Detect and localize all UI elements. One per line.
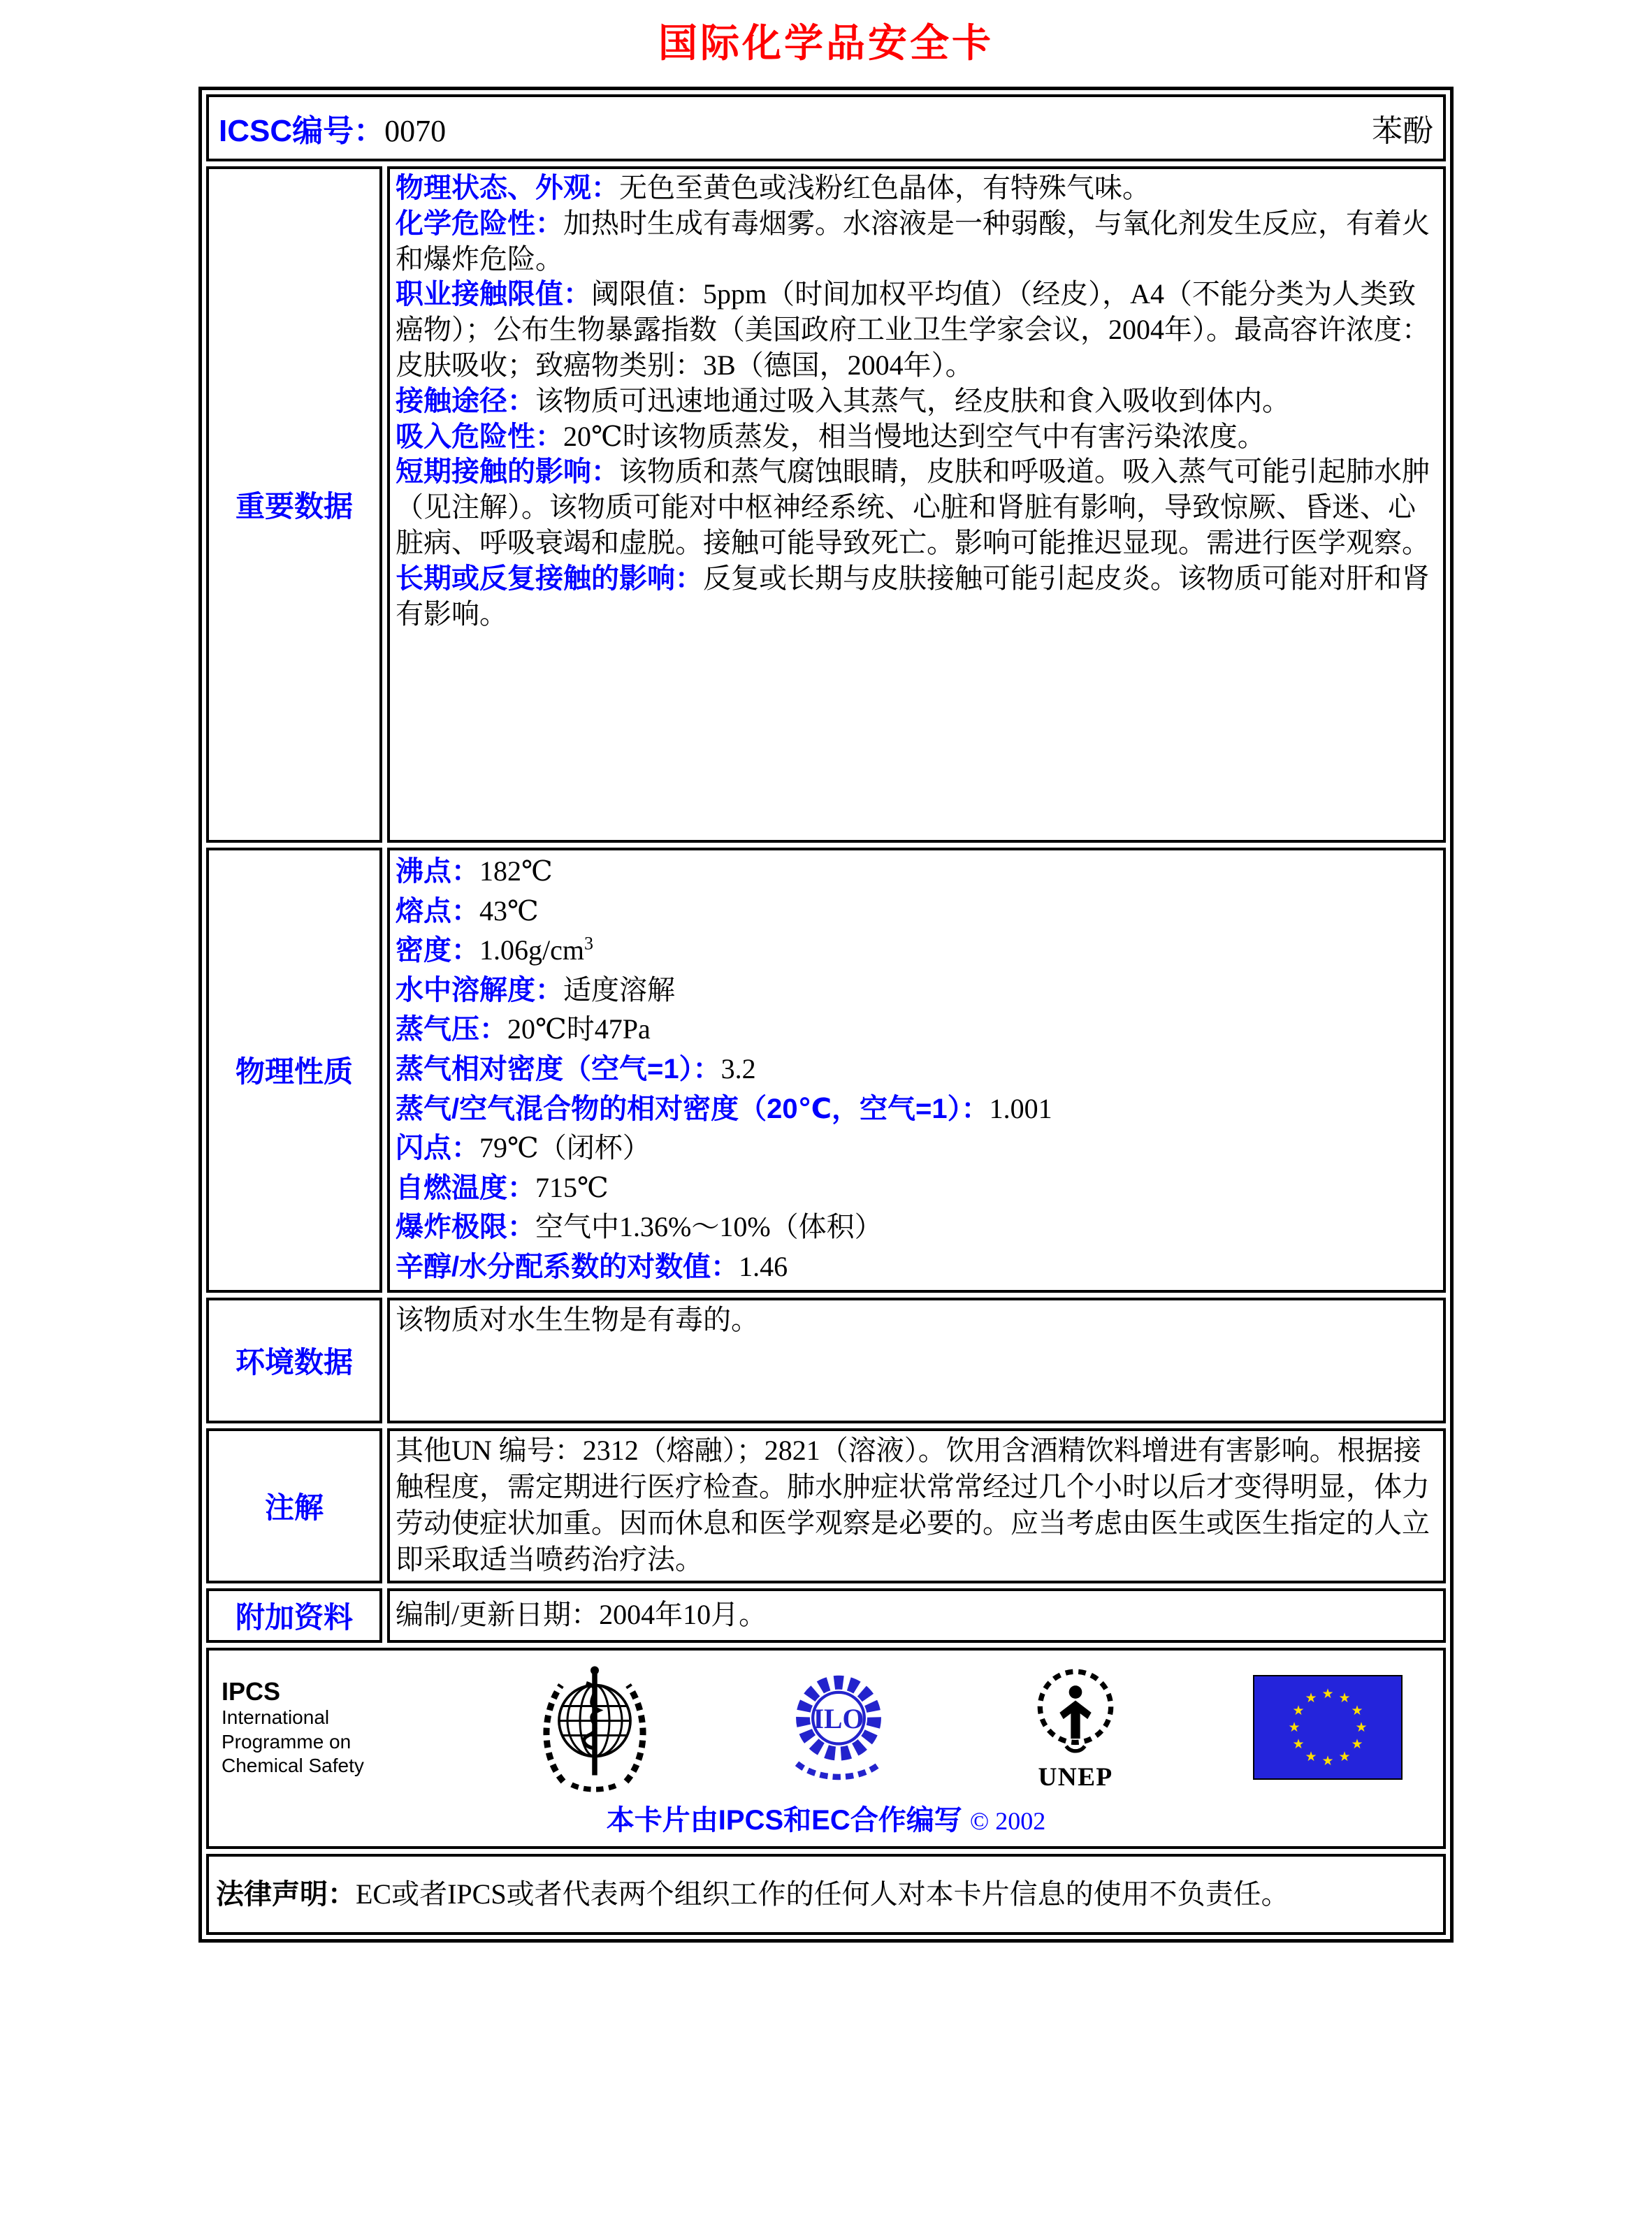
field-label: 水中溶解度： (396, 974, 563, 1006)
notes-text: 其他UN 编号：2312（熔融）；2821（溶液）。饮用含酒精饮料增进有害影响。根据接触程度，需定期进行医疗检查。肺水肿症状常常经过几个小时以后才变得明显，体力劳动使症状加重。因而休息和医学观察是必要的。应当考虑由医生或医生指定的人立即采取适当喷药治疗法。 (396, 1434, 1430, 1575)
chemical-name: 苯酚 (1372, 114, 1433, 148)
row-label-environmental-data: 环境数据 (206, 1298, 382, 1423)
unep-label: UNEP (1038, 1762, 1113, 1792)
labeled-text-line (396, 171, 1433, 206)
field-value: 1.46 (739, 1250, 788, 1282)
field-value: 无色至黄色或浅粉红色晶体，有特殊气味。 (619, 172, 1150, 203)
legal-text: EC或者IPCS或者代表两个组织工作的任何人对本卡片信息的使用不负责任。 (356, 1878, 1289, 1910)
row-label-important-data: 重要数据 (206, 166, 382, 843)
legal-cell (206, 1854, 1446, 1935)
field-value: 阈限值：5ppm（时间加权平均值）（经皮），A4（不能分类为人类致癌物）；公布生物暴露指数（美国政府工业卫生学家会议，2004年）。最高容许浓度：皮肤吸收；致癌物类别：3B（德国，2004年）。 (396, 278, 1430, 381)
svg-text:★: ★ (1305, 1749, 1317, 1765)
credit-text: 本卡片由IPCS和EC合作编写 (606, 1804, 962, 1836)
credit-line (222, 1798, 1430, 1841)
legal-statement (216, 1876, 1289, 1913)
labeled-text-line (396, 1010, 1433, 1050)
logos-strip (222, 1657, 1430, 1798)
field-value: 182℃ (479, 855, 553, 887)
field-label: 长期或反复接触的影响： (396, 563, 703, 594)
field-value: 20℃时该物质蒸发，相当慢地达到空气中有害污染浓度。 (563, 420, 1266, 452)
labeled-text-line (396, 852, 1433, 892)
row-label-physical-properties: 物理性质 (206, 848, 382, 1293)
row-label-notes: 注解 (206, 1428, 382, 1583)
svg-text:★: ★ (1292, 1736, 1305, 1753)
svg-text:★: ★ (1321, 1686, 1334, 1702)
field-value: 43℃ (479, 894, 539, 927)
labeled-text-line (396, 931, 1433, 971)
labeled-text-line (396, 1247, 1433, 1287)
icsc-number: 0070 (384, 114, 447, 148)
safety-card-table (198, 87, 1454, 1943)
field-value: 反复或长期与皮肤接触可能引起皮炎。该物质可能对肝和肾有影响。 (396, 562, 1430, 630)
field-label: 物理状态、外观： (396, 173, 619, 203)
notes-content (387, 1428, 1446, 1583)
field-label: 接触途径： (396, 385, 535, 416)
field-label: 蒸气相对密度（空气=1）： (396, 1053, 721, 1085)
additional-info-content (387, 1588, 1446, 1643)
ipcs-block (222, 1677, 410, 1778)
labeled-text-line (396, 1050, 1433, 1089)
icsc-number-group (219, 106, 446, 150)
field-label: 化学危险性： (396, 208, 563, 239)
labeled-text-line (396, 1089, 1433, 1129)
labeled-text-line (396, 971, 1433, 1010)
physical-properties-content (387, 848, 1446, 1293)
icsc-header-cell (206, 94, 1446, 161)
ipcs-line-2: Programme on (222, 1730, 352, 1753)
field-value: 1.06g/cm (479, 934, 584, 966)
environmental-data-content (387, 1298, 1446, 1423)
field-label: 职业接触限值： (396, 279, 591, 310)
ilo-logo-icon (779, 1667, 898, 1789)
field-value: 空气中1.36%～10%（体积） (535, 1211, 883, 1243)
field-value: 715℃ (535, 1171, 609, 1203)
field-label: 辛醇/水分配系数的对数值： (396, 1251, 739, 1282)
svg-text:★: ★ (1338, 1749, 1351, 1765)
field-value: 该物质和蒸气腐蚀眼睛，皮肤和呼吸道。吸入蒸气可能引起肺水肿（见注解）。该物质可能对中枢神经系统、心脏和肾脏有影响，导致惊厥、昏迷、心脏病、呼吸衰竭和虚脱。接触可能导致死亡。影响可能推迟显现。需进行医学观察。 (396, 456, 1430, 558)
legal-label: 法律声明： (216, 1878, 356, 1910)
field-label: 短期接触的影响： (396, 456, 619, 488)
logos-row (206, 1648, 1446, 1849)
field-label: 吸入危险性： (396, 421, 563, 452)
ilo-letters: ILO (813, 1703, 864, 1734)
labeled-text-line (396, 384, 1433, 419)
svg-text:★: ★ (1355, 1720, 1368, 1736)
field-value: 79℃（闭杯） (479, 1132, 651, 1164)
svg-text:★: ★ (1338, 1690, 1351, 1706)
ipcs-line-1: International (222, 1706, 330, 1729)
icsc-header-row (206, 94, 1446, 161)
field-value: 适度溶解 (563, 973, 675, 1006)
labeled-text-line (396, 206, 1433, 277)
field-value: 3.2 (720, 1052, 756, 1085)
ipcs-line-3: Chemical Safety (222, 1754, 364, 1776)
additional-info-text: 编制/更新日期：2004年10月。 (396, 1598, 767, 1630)
field-label: 爆炸极限： (396, 1212, 535, 1243)
credit-copyright: © 2002 (969, 1806, 1046, 1835)
labeled-text-line (396, 277, 1433, 383)
field-label: 闪点： (396, 1133, 479, 1164)
eu-flag-icon (1253, 1675, 1403, 1780)
logos-cell (206, 1648, 1446, 1849)
unep-logo-icon (1020, 1660, 1131, 1794)
field-label: 沸点： (396, 856, 479, 887)
svg-text:★: ★ (1305, 1690, 1317, 1706)
ipcs-acronym: IPCS (222, 1677, 281, 1706)
field-label: 蒸气压： (396, 1014, 507, 1045)
field-value: 该物质可迅速地通过吸入其蒸气，经皮肤和食入吸收到体内。 (535, 384, 1290, 416)
labeled-text-line (396, 1207, 1433, 1247)
environmental-data-row (206, 1298, 1446, 1423)
important-data-row (206, 166, 1446, 843)
labeled-text-line (396, 1168, 1433, 1208)
row-label-additional-info: 附加资料 (206, 1588, 382, 1643)
field-label: 蒸气/空气混合物的相对密度（20℃，空气=1）： (396, 1093, 990, 1124)
field-label: 熔点： (396, 895, 479, 927)
labeled-text-line (396, 561, 1433, 632)
field-value: 1.001 (989, 1092, 1052, 1124)
additional-info-row (206, 1588, 1446, 1643)
svg-text:★: ★ (1351, 1736, 1363, 1753)
svg-text:★: ★ (1321, 1753, 1334, 1769)
labeled-text-line (396, 892, 1433, 931)
page-title: 国际化学品安全卡 (658, 21, 994, 65)
field-label: 密度： (396, 935, 479, 966)
field-superscript: 3 (584, 933, 593, 954)
labeled-text-line (396, 419, 1433, 455)
environmental-data-text: 该物质对水生生物是有毒的。 (396, 1303, 759, 1335)
important-data-content (387, 166, 1446, 843)
svg-text:★: ★ (1288, 1720, 1300, 1736)
legal-row (206, 1854, 1446, 1935)
field-label: 自燃温度： (396, 1172, 535, 1203)
who-logo-icon (532, 1657, 658, 1798)
field-value: 加热时生成有毒烟雾。水溶液是一种弱酸，与氧化剂发生反应，有着火和爆炸危险。 (396, 207, 1430, 275)
field-value: 20℃时47Pa (507, 1013, 651, 1045)
physical-properties-row (206, 848, 1446, 1293)
svg-text:★: ★ (1292, 1703, 1305, 1719)
labeled-text-line (396, 1129, 1433, 1168)
labeled-text-line (396, 454, 1433, 560)
notes-row (206, 1428, 1446, 1583)
icsc-label: ICSC编号： (219, 114, 385, 148)
svg-text:★: ★ (1351, 1703, 1363, 1719)
